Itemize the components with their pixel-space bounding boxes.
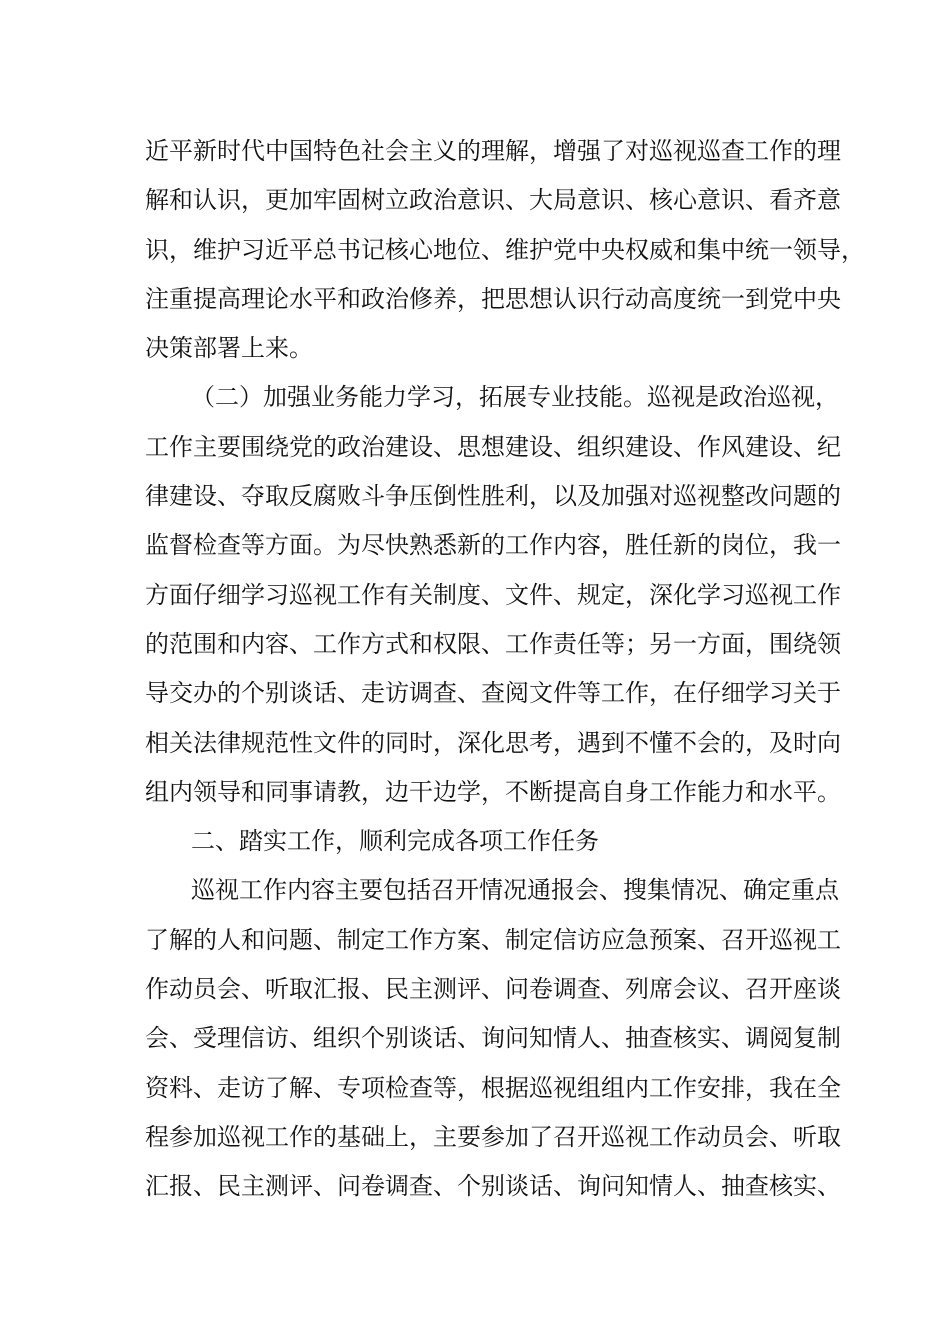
text-line: 会、受理信访、组织个别谈话、询问知情人、抽查核实、调阅复制 bbox=[145, 1024, 841, 1053]
section-heading-line: （二）加强业务能力学习，拓展专业技能。巡视是政治巡视， bbox=[191, 383, 839, 412]
text-line: 巡视工作内容主要包括召开情况通报会、搜集情况、确定重点 bbox=[191, 876, 839, 905]
text-line: 监督检查等方面。为尽快熟悉新的工作内容，胜任新的岗位，我一 bbox=[145, 531, 841, 560]
text-line: 了解的人和问题、制定工作方案、制定信访应急预案、召开巡视工 bbox=[145, 925, 841, 954]
text-line: 识，维护习近平总书记核心地位、维护党中央权威和集中统一领导， bbox=[145, 235, 865, 264]
text-line: 注重提高理论水平和政治修养，把思想认识行动高度统一到党中央 bbox=[145, 284, 841, 313]
text-line: 律建设、夺取反腐败斗争压倒性胜利，以及加强对巡视整改问题的 bbox=[145, 482, 841, 511]
text-line: 汇报、民主测评、问卷调查、个别谈话、询问知情人、抽查核实、 bbox=[145, 1172, 841, 1201]
text-line: 程参加巡视工作的基础上，主要参加了召开巡视工作动员会、听取 bbox=[145, 1122, 841, 1151]
text-line: 相关法律规范性文件的同时，深化思考，遇到不懂不会的，及时向 bbox=[145, 728, 841, 757]
section-heading: 二、踏实工作，顺利完成各项工作任务 bbox=[191, 827, 599, 856]
text-line: 的范围和内容、工作方式和权限、工作责任等；另一方面，围绕领 bbox=[145, 629, 841, 658]
text-line: 导交办的个别谈话、走访调查、查阅文件等工作，在仔细学习关于 bbox=[145, 679, 841, 708]
text-line: 解和认识，更加牢固树立政治意识、大局意识、核心意识、看齐意 bbox=[145, 186, 841, 215]
document-body bbox=[145, 127, 865, 1212]
text-line: 工作主要围绕党的政治建设、思想建设、组织建设、作风建设、纪 bbox=[145, 432, 841, 461]
text-line: 作动员会、听取汇报、民主测评、问卷调查、列席会议、召开座谈 bbox=[145, 975, 841, 1004]
text-line: 决策部署上来。 bbox=[145, 334, 313, 363]
text-line: 方面仔细学习巡视工作有关制度、文件、规定，深化学习巡视工作 bbox=[145, 580, 841, 609]
text-line: 近平新时代中国特色社会主义的理解，增强了对巡视巡查工作的理 bbox=[145, 137, 841, 165]
text-line: 资料、走访了解、专项检查等，根据巡视组组内工作安排，我在全 bbox=[145, 1073, 841, 1102]
text-line: 组内领导和同事请教，边干边学，不断提高自身工作能力和水平。 bbox=[145, 777, 841, 806]
